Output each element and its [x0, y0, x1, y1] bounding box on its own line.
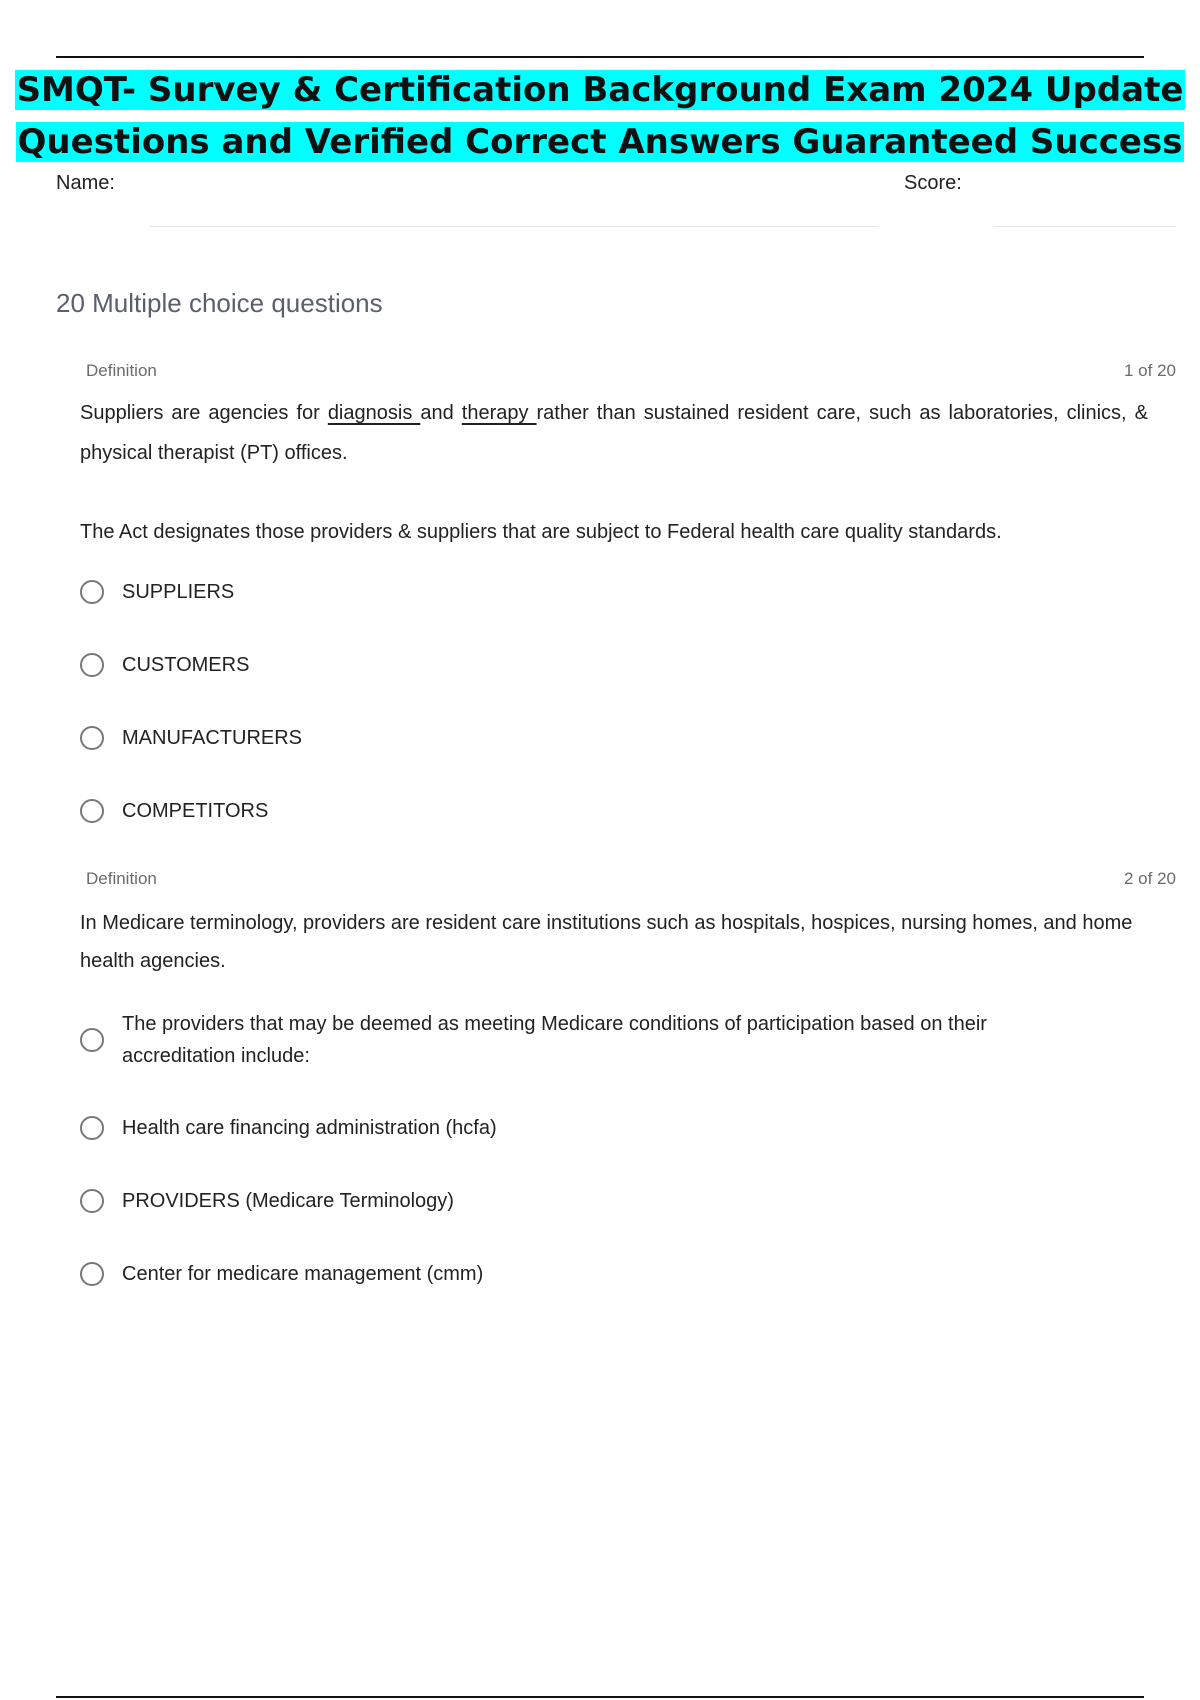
radio-button[interactable]	[80, 653, 104, 677]
radio-button[interactable]	[80, 1262, 104, 1286]
option-label: MANUFACTURERS	[122, 727, 303, 749]
option-label: COMPETITORS	[122, 800, 269, 822]
title-line-2: Questions and Verified Correct Answers Guaranteed Success	[17, 122, 1183, 162]
section-heading: 20 Multiple choice questions	[56, 288, 383, 318]
option-label: PROVIDERS (Medicare Terminology)	[122, 1190, 454, 1212]
score-label: Score:	[904, 172, 962, 194]
underlined-term: diagnosis	[327, 402, 421, 424]
answer-option[interactable]	[80, 1008, 1120, 1072]
question-2-meta	[86, 869, 1176, 889]
question-count: 2 of 20	[1124, 869, 1176, 888]
radio-button[interactable]	[80, 580, 104, 604]
top-rule	[56, 56, 1144, 58]
question-type-label: Definition	[86, 869, 157, 888]
question-type-label: Definition	[86, 361, 157, 380]
bottom-rule	[56, 1696, 1144, 1698]
question-count: 1 of 20	[1124, 361, 1176, 380]
name-field-line	[150, 226, 878, 227]
answer-option[interactable]	[80, 576, 1120, 608]
answer-option[interactable]	[80, 649, 1120, 681]
answer-option[interactable]	[80, 795, 1120, 827]
question-1-text: Suppliers are agencies for diagnosis and therapy rather than sustained resident care, such as laboratories, clinics, & physical therapist (PT) offices.	[80, 402, 1148, 464]
radio-button[interactable]	[80, 799, 104, 823]
radio-button[interactable]	[80, 1116, 104, 1140]
question-1-extra-text: The Act designates those providers & suppliers that are subject to Federal health care quality standards.	[80, 521, 1002, 543]
option-label: SUPPLIERS	[122, 581, 235, 603]
answer-option[interactable]	[80, 1185, 1120, 1217]
document-title	[0, 64, 1200, 168]
radio-button[interactable]	[80, 1028, 104, 1052]
question-2-text: In Medicare terminology, providers are resident care institutions such as hospitals, hospices, nursing homes, and home health agencies.	[80, 912, 1133, 972]
answer-option[interactable]	[80, 1112, 1120, 1144]
score-field-line	[994, 226, 1176, 227]
option-label: Health care financing administration (hcfa)	[122, 1117, 497, 1139]
title-line-1: SMQT- Survey & Certification Background Exam 2024 Update	[16, 70, 1184, 110]
answer-option[interactable]	[80, 722, 1120, 754]
option-label: The providers that may be deemed as meeting Medicare conditions of participation based on their accreditation include:	[122, 1013, 987, 1067]
option-label: CUSTOMERS	[122, 654, 250, 676]
answer-option[interactable]	[80, 1258, 1120, 1290]
radio-button[interactable]	[80, 726, 104, 750]
question-1-meta	[86, 361, 1176, 381]
underlined-term: therapy	[461, 402, 537, 424]
option-label: Center for medicare management (cmm)	[122, 1263, 484, 1285]
name-label: Name:	[56, 172, 115, 194]
radio-button[interactable]	[80, 1189, 104, 1213]
